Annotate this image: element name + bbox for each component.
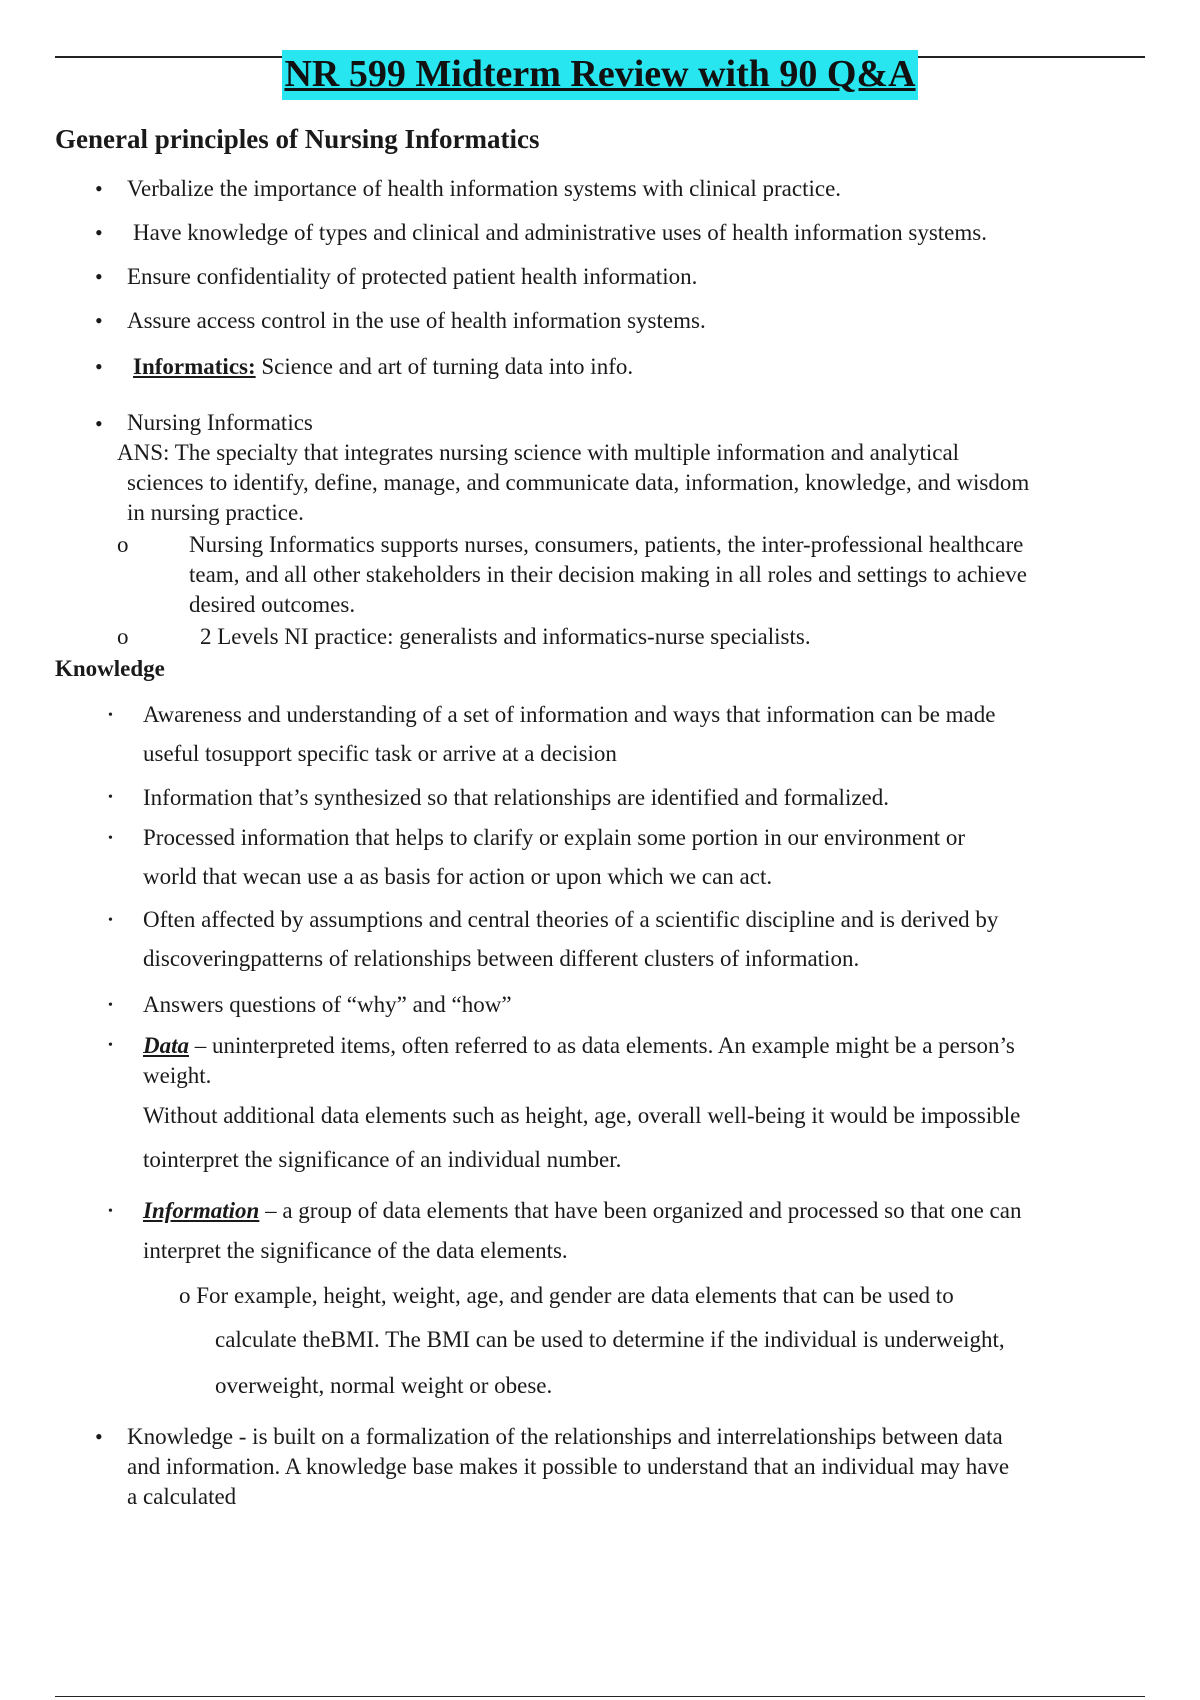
knowledge-item-line: world that wecan use a as basis for action or upon which we can act. <box>143 864 773 889</box>
ni-answer-line: in nursing practice. <box>127 500 304 525</box>
sub-bullet-marker: o <box>117 532 129 557</box>
knowledge-definition-line: a calculated <box>127 1484 237 1509</box>
list-item: Have knowledge of types and clinical and administrative uses of health information systems. <box>133 220 987 245</box>
bullet-icon: • <box>95 220 103 245</box>
data-definition-line <box>143 1031 1015 1061</box>
small-bullet-icon: • <box>108 913 113 928</box>
informatics-term: Informatics: <box>133 354 256 379</box>
bottom-rule <box>55 1696 1145 1697</box>
example-line: overweight, normal weight or obese. <box>215 1373 553 1398</box>
small-bullet-icon: • <box>108 790 113 805</box>
information-definition-line <box>143 1196 1021 1226</box>
small-bullet-icon: • <box>108 998 113 1013</box>
sub-item-line: desired outcomes. <box>189 592 356 617</box>
small-bullet-icon: • <box>108 1204 113 1219</box>
information-term: Information <box>143 1198 260 1223</box>
knowledge-definition-line: and information. A knowledge base makes it possible to understand that an individual may have <box>127 1454 1010 1479</box>
title-wrap <box>0 50 1200 100</box>
bullet-icon: • <box>95 354 103 379</box>
sub-item-line: team, and all other stakeholders in their decision making in all roles and settings to achieve <box>189 562 1027 587</box>
bullet-icon: • <box>95 1424 103 1449</box>
knowledge-item-line: Answers questions of “why” and “how” <box>143 992 512 1017</box>
list-item: Ensure confidentiality of protected patient health information. <box>127 264 698 289</box>
informatics-definition: Science and art of turning data into info. <box>261 354 634 379</box>
data-extra-line: Without additional data elements such as height, age, overall well-being it would be impossible <box>143 1103 1021 1128</box>
list-item: Assure access control in the use of health information systems. <box>127 308 706 333</box>
sub-item-line: 2 Levels NI practice: generalists and informatics-nurse specialists. <box>200 624 811 649</box>
list-item-informatics <box>133 352 633 382</box>
sub-item-line: Nursing Informatics supports nurses, consumers, patients, the inter-professional healthcare <box>189 532 1024 557</box>
data-definition-line: weight. <box>143 1063 212 1088</box>
knowledge-item-line: discoveringpatterns of relationships between different clusters of information. <box>143 946 860 971</box>
example-line: o For example, height, weight, age, and gender are data elements that can be used to <box>179 1283 954 1308</box>
nursing-informatics-label: Nursing Informatics <box>127 410 313 435</box>
data-definition: – uninterpreted items, often referred to as data elements. An example might be a person’s <box>189 1033 1015 1058</box>
small-bullet-icon: • <box>108 708 113 723</box>
ni-answer-line: sciences to identify, define, manage, and communicate data, information, knowledge, and wisdom <box>127 470 1030 495</box>
section-heading-knowledge: Knowledge <box>55 656 165 681</box>
knowledge-definition-line: Knowledge - is built on a formalization of the relationships and interrelationships between data <box>127 1424 1003 1449</box>
example-line: calculate theBMI. The BMI can be used to determine if the individual is underweight, <box>215 1327 1005 1352</box>
knowledge-item-line: useful tosupport specific task or arrive at a decision <box>143 741 617 766</box>
ni-answer-line: ANS: The specialty that integrates nursing science with multiple information and analytical <box>117 440 960 465</box>
data-term: Data <box>143 1033 189 1058</box>
information-definition-line: interpret the significance of the data elements. <box>143 1238 568 1263</box>
bullet-icon: • <box>95 411 103 436</box>
information-definition: – a group of data elements that have been organized and processed so that one can <box>259 1198 1022 1223</box>
knowledge-item-line: Often affected by assumptions and central theories of a scientific discipline and is derived by <box>143 907 999 932</box>
sub-bullet-marker: o <box>117 624 129 649</box>
list-item: Verbalize the importance of health information systems with clinical practice. <box>127 176 842 201</box>
knowledge-item-line: Awareness and understanding of a set of information and ways that information can be made <box>143 702 996 727</box>
knowledge-item-line: Processed information that helps to clarify or explain some portion in our environment or <box>143 825 966 850</box>
bullet-icon: • <box>95 176 103 201</box>
bullet-icon: • <box>95 264 103 289</box>
knowledge-item-line: Information that’s synthesized so that relationships are identified and formalized. <box>143 785 890 810</box>
document-title: NR 599 Midterm Review with 90 Q&A <box>282 50 917 100</box>
section-heading-general-principles: General principles of Nursing Informatics <box>55 124 540 154</box>
small-bullet-icon: • <box>108 831 113 846</box>
data-extra-line: tointerpret the significance of an individual number. <box>143 1147 622 1172</box>
bullet-icon: • <box>95 308 103 333</box>
small-bullet-icon: • <box>108 1038 113 1053</box>
